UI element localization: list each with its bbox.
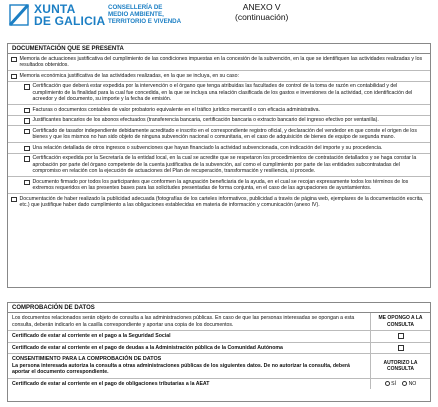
logo-line-1: XUNTA	[34, 2, 76, 16]
documentation-item-checkbox[interactable]	[11, 74, 17, 80]
documentation-item-text: Certificado de tasador independiente debidamente acreditado e inscrito en el correspondiente registro oficial, y declaración del vendedor en que conste el origen de los bienes y que los mismos no han sido objeto de ninguna subvención nacional o comunitaria, en el caso de adquisición de bienes de equipo de segunda mano.	[32, 127, 417, 140]
documentation-section	[7, 43, 431, 288]
documentation-item-text: Memoria de actuaciones justificativa del cumplimiento de las condiciones impuestas en la concesión de la subvención, en la que se identifiquen las actividades realizadas y los resultados obtenidos.	[19, 55, 423, 68]
authorize-cell	[370, 379, 430, 390]
page-header	[0, 0, 438, 38]
oppose-row-regional-debts: Certificado de estar al corriente en el pago de deudas a la Administración pública de la Comunidad Autónoma	[8, 343, 370, 355]
documentation-item-text: Justificantes bancarios de los abonos efectuados (transferencia bancaria, certificación bancaria o extracto bancario del ingreso efectivo por ventanilla).	[32, 117, 379, 123]
documentation-item-checkbox[interactable]	[24, 146, 30, 152]
no-option[interactable]	[402, 381, 416, 388]
yes-radio[interactable]	[385, 381, 390, 386]
documentation-item	[8, 116, 430, 127]
documentation-item	[8, 71, 430, 82]
documentation-item-checkbox[interactable]	[24, 156, 30, 162]
documentation-item-text: Facturas o documentos contables de valor probatorio equivalente en el tráfico jurídico mercantil o con eficacia administrativa.	[32, 106, 320, 113]
documentation-item-checkbox[interactable]	[24, 84, 30, 90]
documentation-item	[8, 154, 430, 178]
authorize-row-aeat: Certificado de estar al corriente en el pago de obligaciones tributarias a la AEAT	[12, 380, 210, 387]
documentation-item-checkbox[interactable]	[24, 129, 30, 135]
yes-option[interactable]	[385, 381, 396, 388]
annex-heading	[235, 3, 288, 22]
documentation-item-checkbox[interactable]	[24, 180, 30, 186]
documentation-item	[8, 105, 430, 116]
documentation-item-checkbox[interactable]	[11, 57, 17, 63]
documentation-item-text: Certificación que deberá estar expedida por la intervención o el órgano que tenga atribuidas las facultades de control de la toma de razón en contabilidad y del cumplimiento de la finalidad para la cual fue concedida, en la que se incluya una relación clasificada de los gastos e inversiones de la actividad, con identificación del acreedor y del documento, su importe y la fecha de emisión.	[32, 83, 413, 102]
oppose-social-security-checkbox[interactable]	[398, 333, 404, 339]
documentation-item-checkbox[interactable]	[11, 197, 17, 203]
documentation-title: DOCUMENTACIÓN QUE SE PRESENTA	[8, 44, 430, 54]
documentation-item-text: Certificación expedida por la Secretaría de la entidad local, en la cual se acredite que se respetaron los procedimientos de contratación detallados y se haga constar la aprobación por parte del órgano competente de la cuenta justificativa de la subvención, así como el cumplimiento por parte de las entidades subcontratadas del compromiso en relación con la ejecución de actuaciones del Plan de recuperación, transformación y resiliencia, si procede.	[32, 155, 417, 174]
consent-text: La persona interesada autoriza la consulta a otras administraciones públicas de los siguientes datos. De no autorizar la consulta, deberá aportar el documento correspondiente.	[12, 362, 350, 376]
annex-title: ANEXO V	[242, 2, 281, 12]
documentation-item-text: Memoria económica justificativa de las actividades realizadas, en la que se incluya, en su caso:	[19, 72, 239, 79]
documentation-item	[8, 82, 430, 106]
authorize-radio-group	[385, 381, 417, 388]
authorize-header: AUTORIZO LA CONSULTA	[370, 354, 430, 379]
documentation-item-text: Documento firmado por todos los participantes que conformen la agrupación beneficiaria de la ayuda, en el cual se recojan expresamente todos los términos de los extremos requeridos en las presentes bases para las solicitudes presentadas de forma conjunta, en el caso de las agrupaciones de ayuntamientos.	[32, 178, 409, 191]
oppose-cell	[370, 331, 430, 343]
no-label: NO	[408, 380, 417, 387]
data-check-section	[7, 302, 431, 402]
yes-label: SÍ	[391, 380, 397, 387]
no-radio[interactable]	[402, 381, 407, 386]
consent-block	[8, 354, 370, 379]
data-check-grid	[8, 313, 430, 389]
oppose-regional-debts-checkbox[interactable]	[398, 345, 404, 351]
documentation-item	[8, 194, 430, 210]
oppose-cell	[370, 343, 430, 355]
oppose-row-social-security: Certificado de estar al corriente en el pago a la Seguridad Social	[8, 331, 370, 343]
data-check-intro: Los documentos relacionados serán objeto de consulta a las administraciones públicas. En caso de que las personas interesadas se opongan a esta consulta, deberán indicarlo en la casilla correspondiente y aportar una copia de los documentos.	[8, 313, 370, 331]
annex-subtitle: (continuación)	[235, 11, 289, 22]
documentation-item-checkbox[interactable]	[24, 118, 30, 124]
department-name: CONSELLERÍA DE MEDIO AMBIENTE, TERRITORIO E VIVENDA	[108, 4, 182, 25]
logo-line-2: DE GALICIA	[34, 14, 106, 28]
documentation-item-text: Documentación de haber realizado la publicidad adecuada (fotografías de los carteles informativos, publicidad a través de página web, ejemplares de la documentación escrita, etc.) que justifique haber dado cumplimiento a las obligaciones establecidas en materia de información y comunicación (anexo IV).	[19, 195, 424, 208]
documentation-item	[8, 54, 430, 71]
data-check-title: COMPROBACIÓN DE DATOS	[8, 303, 430, 313]
documentation-item-checkbox[interactable]	[24, 108, 30, 114]
documentation-item	[8, 177, 430, 194]
documentation-item	[8, 126, 430, 143]
documentation-item	[8, 143, 430, 154]
documentation-item-text: Una relación detallada de otros ingresos o subvenciones que hayan financiado la actividad subvencionada, con indicación del importe y su procedencia.	[32, 144, 383, 151]
consent-title: CONSENTIMIENTO PARA LA COMPROBACIÓN DE DATOS	[12, 356, 162, 362]
documentation-list	[8, 54, 430, 210]
galicia-shield-icon	[9, 4, 29, 26]
oppose-header: ME OPONGO A LA CONSULTA	[370, 313, 430, 331]
